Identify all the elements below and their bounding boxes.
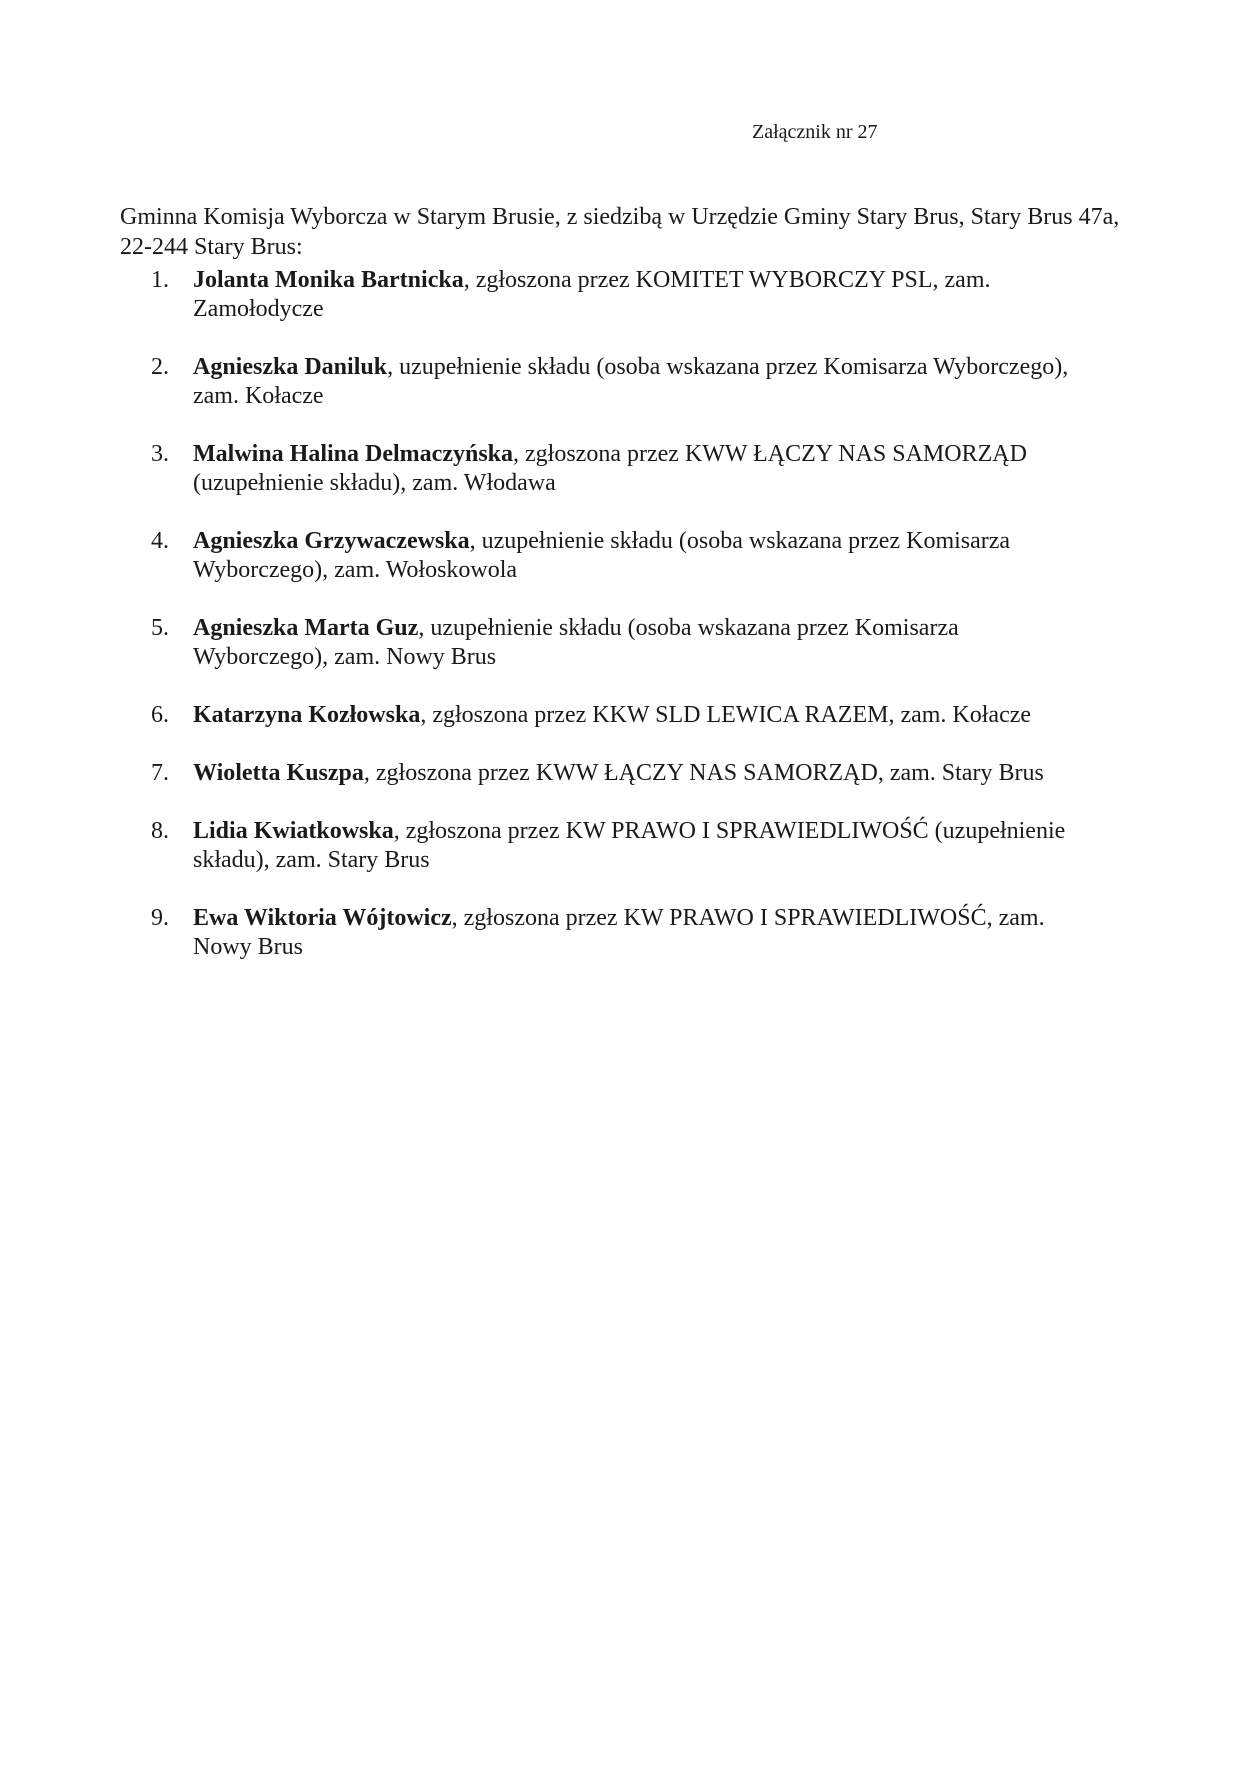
member-details: , zgłoszona przez KWW ŁĄCZY NAS SAMORZĄD, zam. Stary Brus [363, 760, 1044, 786]
member-number: 2. [151, 354, 169, 380]
member-number: 5. [151, 615, 169, 641]
member-item [120, 904, 1080, 962]
member-details: , uzupełnienie składu (osoba wskazana przez Komisarza Wyborczego), zam. Kołacze [193, 354, 1069, 409]
members-list [120, 266, 1080, 991]
member-name: Wioletta Kuszpa [193, 760, 364, 786]
member-number: 1. [151, 267, 169, 293]
annex-label: Załącznik nr 27 [752, 121, 878, 143]
member-details: , zgłoszona przez KOMITET WYBORCZY PSL, zam. Zamołodycze [193, 267, 991, 322]
member-item [120, 614, 1080, 672]
member-details: , uzupełnienie składu (osoba wskazana przez Komisarza Wyborczego), zam. Nowy Brus [193, 615, 959, 670]
member-details: , zgłoszona przez KW PRAWO I SPRAWIEDLIWOŚĆ, zam. Nowy Brus [193, 905, 1045, 960]
member-name: Agnieszka Grzywaczewska [193, 528, 470, 554]
member-number: 3. [151, 441, 169, 467]
member-number: 8. [151, 818, 169, 844]
member-item [120, 701, 1080, 730]
member-name: Malwina Halina Delmaczyńska [193, 441, 514, 467]
member-name: Ewa Wiktoria Wójtowicz [193, 905, 452, 931]
member-details: , uzupełnienie składu (osoba wskazana przez Komisarza Wyborczego), zam. Wołoskowola [193, 528, 1011, 583]
member-details: , zgłoszona przez KWW ŁĄCZY NAS SAMORZĄD (uzupełnienie składu), zam. Włodawa [193, 441, 1027, 496]
member-number: 9. [151, 905, 169, 931]
member-item [120, 527, 1080, 585]
member-details: , zgłoszona przez KW PRAWO I SPRAWIEDLIWOŚĆ (uzupełnienie składu), zam. Stary Brus [193, 818, 1066, 873]
member-name: Jolanta Monika Bartnicka [193, 267, 464, 293]
member-name: Lidia Kwiatkowska [193, 818, 394, 844]
member-name: Agnieszka Marta Guz [193, 615, 419, 641]
commission-intro: Gminna Komisja Wyborcza w Starym Brusie, z siedzibą w Urzędzie Gminy Stary Brus, Stary Brus 47a, 22-244 Stary Brus: [120, 204, 1120, 260]
member-name: Agnieszka Daniluk [193, 354, 388, 380]
member-item [120, 817, 1080, 875]
member-number: 6. [151, 702, 169, 728]
member-name: Katarzyna Kozłowska [193, 702, 421, 728]
member-item [120, 440, 1080, 498]
member-item [120, 759, 1080, 788]
member-item [120, 353, 1080, 411]
member-item [120, 266, 1080, 324]
member-number: 4. [151, 528, 169, 554]
member-details: , zgłoszona przez KKW SLD LEWICA RAZEM, zam. Kołacze [420, 702, 1032, 728]
member-number: 7. [151, 760, 169, 786]
